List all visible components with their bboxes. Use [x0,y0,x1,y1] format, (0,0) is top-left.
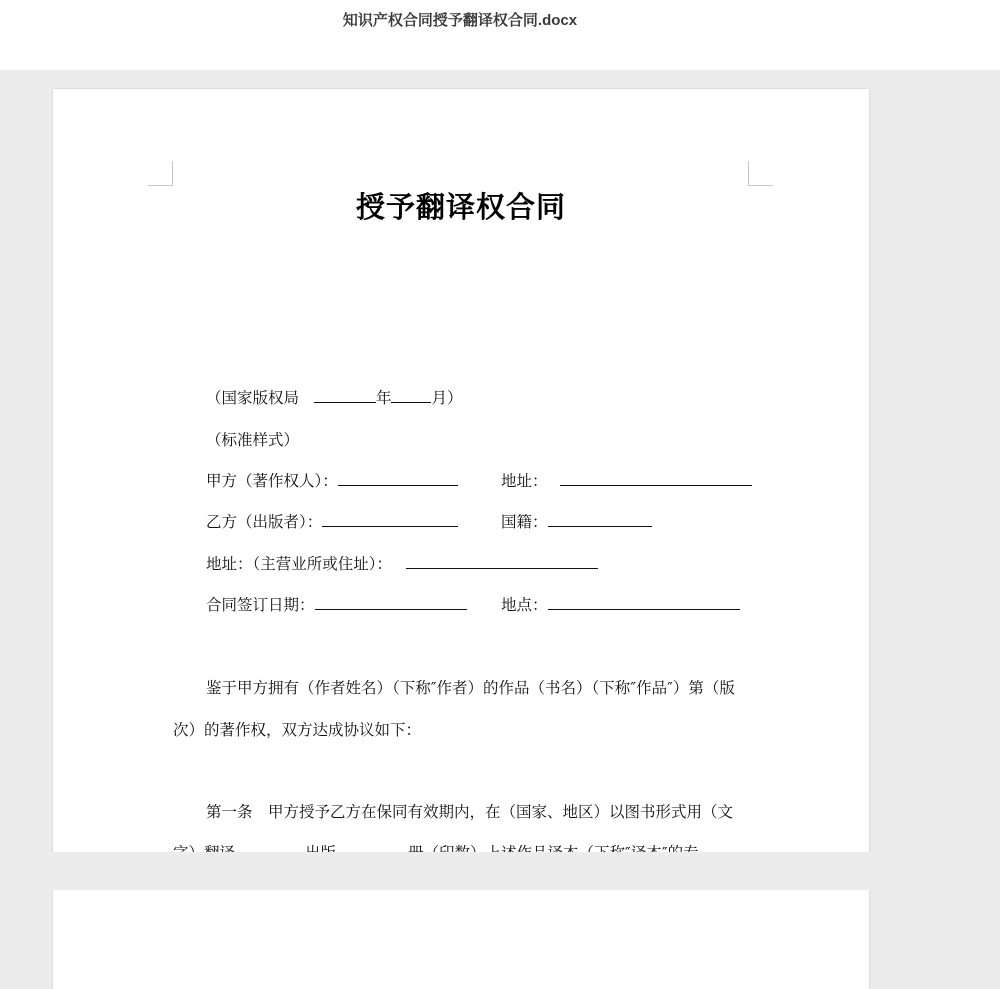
party-a-line [206,469,458,491]
party-b-blank [322,512,458,527]
margin-corner-top-right [748,161,773,186]
preamble-line-2: 次）的著作权，双方达成协议如下： [173,721,422,739]
sign-date-label: 合同签订日期： [206,596,315,614]
month-label: 月） [431,389,463,407]
b-address-blank [406,554,598,569]
place-label: 地点： [501,596,548,614]
bottom-bar [0,852,1000,890]
issuer-prefix: （国家版权局 [206,389,300,407]
year-blank [314,388,376,403]
b-address-label: 地址：（主营业所或住址）： [206,555,393,573]
sign-date-line [206,593,467,615]
issuer-line [206,386,462,408]
margin-corner-top-left [148,161,173,186]
place-blank [548,595,740,610]
document-viewer[interactable] [0,70,1000,852]
sign-date-blank [315,595,467,610]
nationality-blank [548,512,652,527]
document-file-name: 知识产权合同授予翻译权合同.docx [342,12,578,29]
nationality-label: 国籍： [501,513,548,531]
place-line [501,593,740,615]
party-a-label: 甲方（著作权人）： [206,472,338,490]
nationality-line [501,510,652,532]
standard-form-line: （标准样式） [206,431,300,449]
preamble-line-1: 鉴于甲方拥有（作者姓名）（下称″作者）的作品（书名）（下称″作品″）第（版 [206,679,735,697]
title-bar [0,0,1000,70]
year-label: 年 [375,389,392,407]
address-label: 地址： [501,472,548,490]
month-blank [391,388,431,403]
address-blank [560,471,752,486]
contract-title: 授予翻译权合同 [355,190,566,224]
party-b-label: 乙方（出版者）： [206,513,323,531]
address-line [501,469,752,491]
party-a-blank [338,471,458,486]
party-b-line [206,510,458,532]
article-1-line-1: 第一条 甲方授予乙方在保同有效期内，在（国家、地区）以图书形式用（文 [206,803,734,821]
b-address-line [206,552,598,574]
